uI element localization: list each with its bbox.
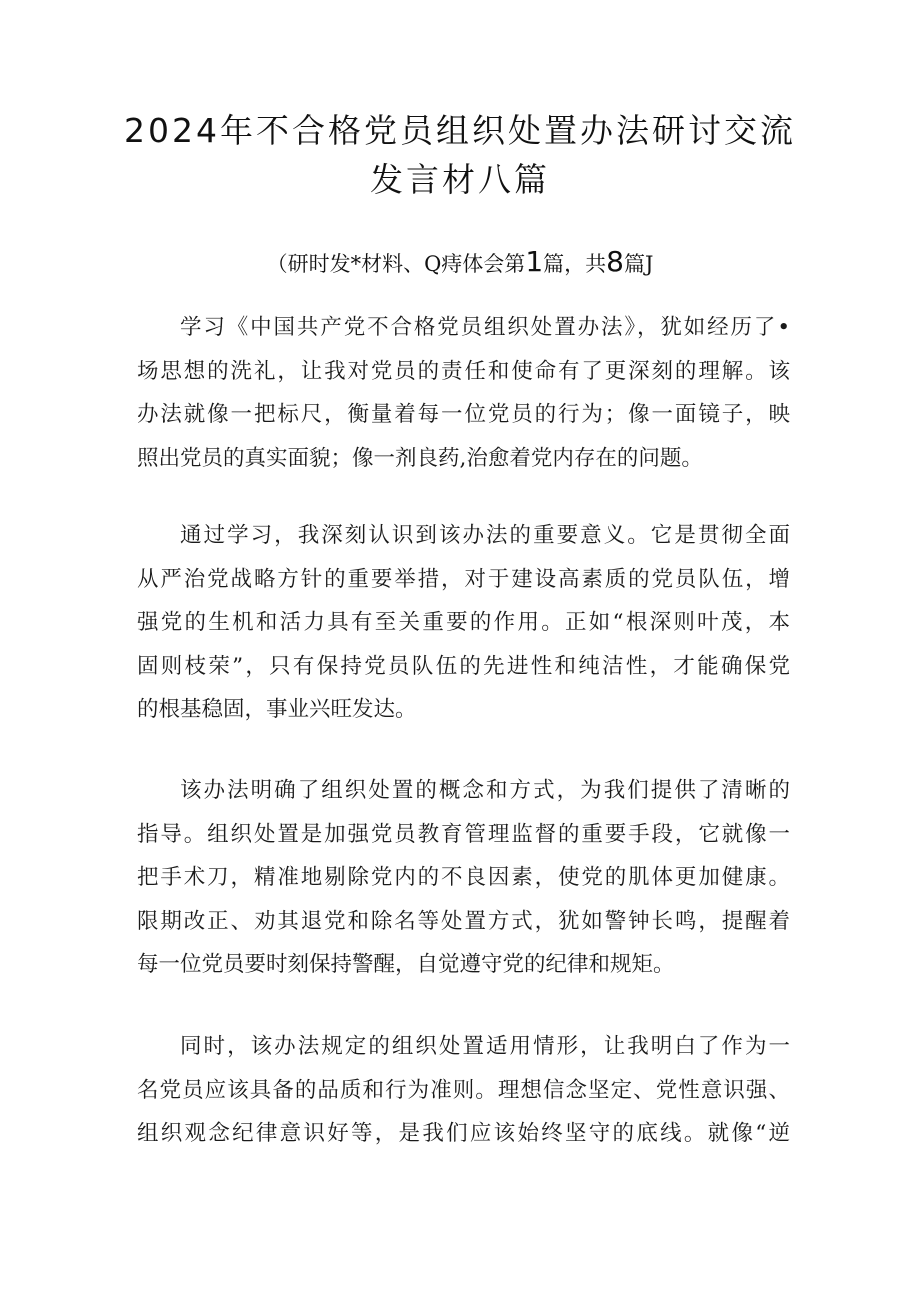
paragraph-line: 强党的生机和活力具有至关重要的作用。正如“根深则叶茂，本 — [137, 610, 790, 635]
paragraph-line: 的根基稳固，事业兴旺发达。 — [137, 697, 417, 722]
paragraph-line: 从严治党战略方针的重要举措，对于建设高素质的党员队伍，增 — [137, 566, 790, 592]
document-title-line-1: 2024年不合格党员组织处置办法研讨交流 — [124, 111, 796, 150]
paragraph-line: 限期改正、劝其退党和除名等处置方式，犹如警钟长鸣，提醒着 — [137, 908, 790, 934]
subtitle-middle: 篇，共 — [543, 252, 607, 276]
subtitle-current-number: 1 — [525, 245, 544, 278]
paragraph-line: 该办法明确了组织处置的概念和方式，为我们提供了清晰的 — [180, 778, 790, 803]
subtitle-total-number: 8 — [606, 245, 624, 278]
paragraph-4 — [137, 1025, 790, 1156]
paragraph-line: 每一位党员要时刻保持警醒，自觉遵守党的纪律和规矩。 — [137, 952, 675, 977]
document-subtitle — [100, 242, 820, 284]
document-title-line-2: 发言材八篇 — [370, 160, 550, 199]
paragraph-line: 固则枝荣”，只有保持党员队伍的先进性和纯洁性，才能确保党 — [137, 653, 790, 679]
paragraph-3 — [137, 769, 790, 987]
paragraph-line: 名党员应该具备的品质和行为准则。理想信念坚定、党性意识强、 — [137, 1077, 790, 1103]
paragraph-line: 办法就像一把标尺，衡量着每一位党员的行为；像一面镜子，映 — [137, 402, 790, 427]
subtitle-prefix: （研时发*材料、Q痔体会第 — [266, 252, 526, 276]
paragraph-line: 通过学习，我深刻认识到该办法的重要意义。它是贯彻全面 — [180, 523, 790, 548]
paragraph-1 — [137, 306, 790, 480]
paragraph-line: 指导。组织处置是加强党员教育管理监督的重要手段，它就像一 — [137, 821, 790, 847]
paragraph-2 — [137, 514, 790, 732]
paragraph-line: 组织观念纪律意识好等，是我们应该始终坚守的底线。就像“逆 — [137, 1121, 790, 1146]
paragraph-line: 同时，该办法规定的组织处置适用情形，让我明白了作为一 — [180, 1034, 790, 1059]
paragraph-line: 学习《中国共产党不合格党员组织处置办法》，犹如经历了• — [180, 315, 790, 340]
paragraph-line: 把手术刀，精准地剔除党内的不良因素，使党的肌体更加健康。 — [137, 865, 790, 890]
paragraph-line: 照出党员的真实面貌；像一剂良药,治愈着党内存在的问题。 — [137, 445, 703, 471]
subtitle-suffix: 篇J — [623, 252, 654, 276]
paragraph-line: 场思想的洗礼，让我对党员的责任和使命有了更深刻的理解。该 — [137, 358, 790, 384]
